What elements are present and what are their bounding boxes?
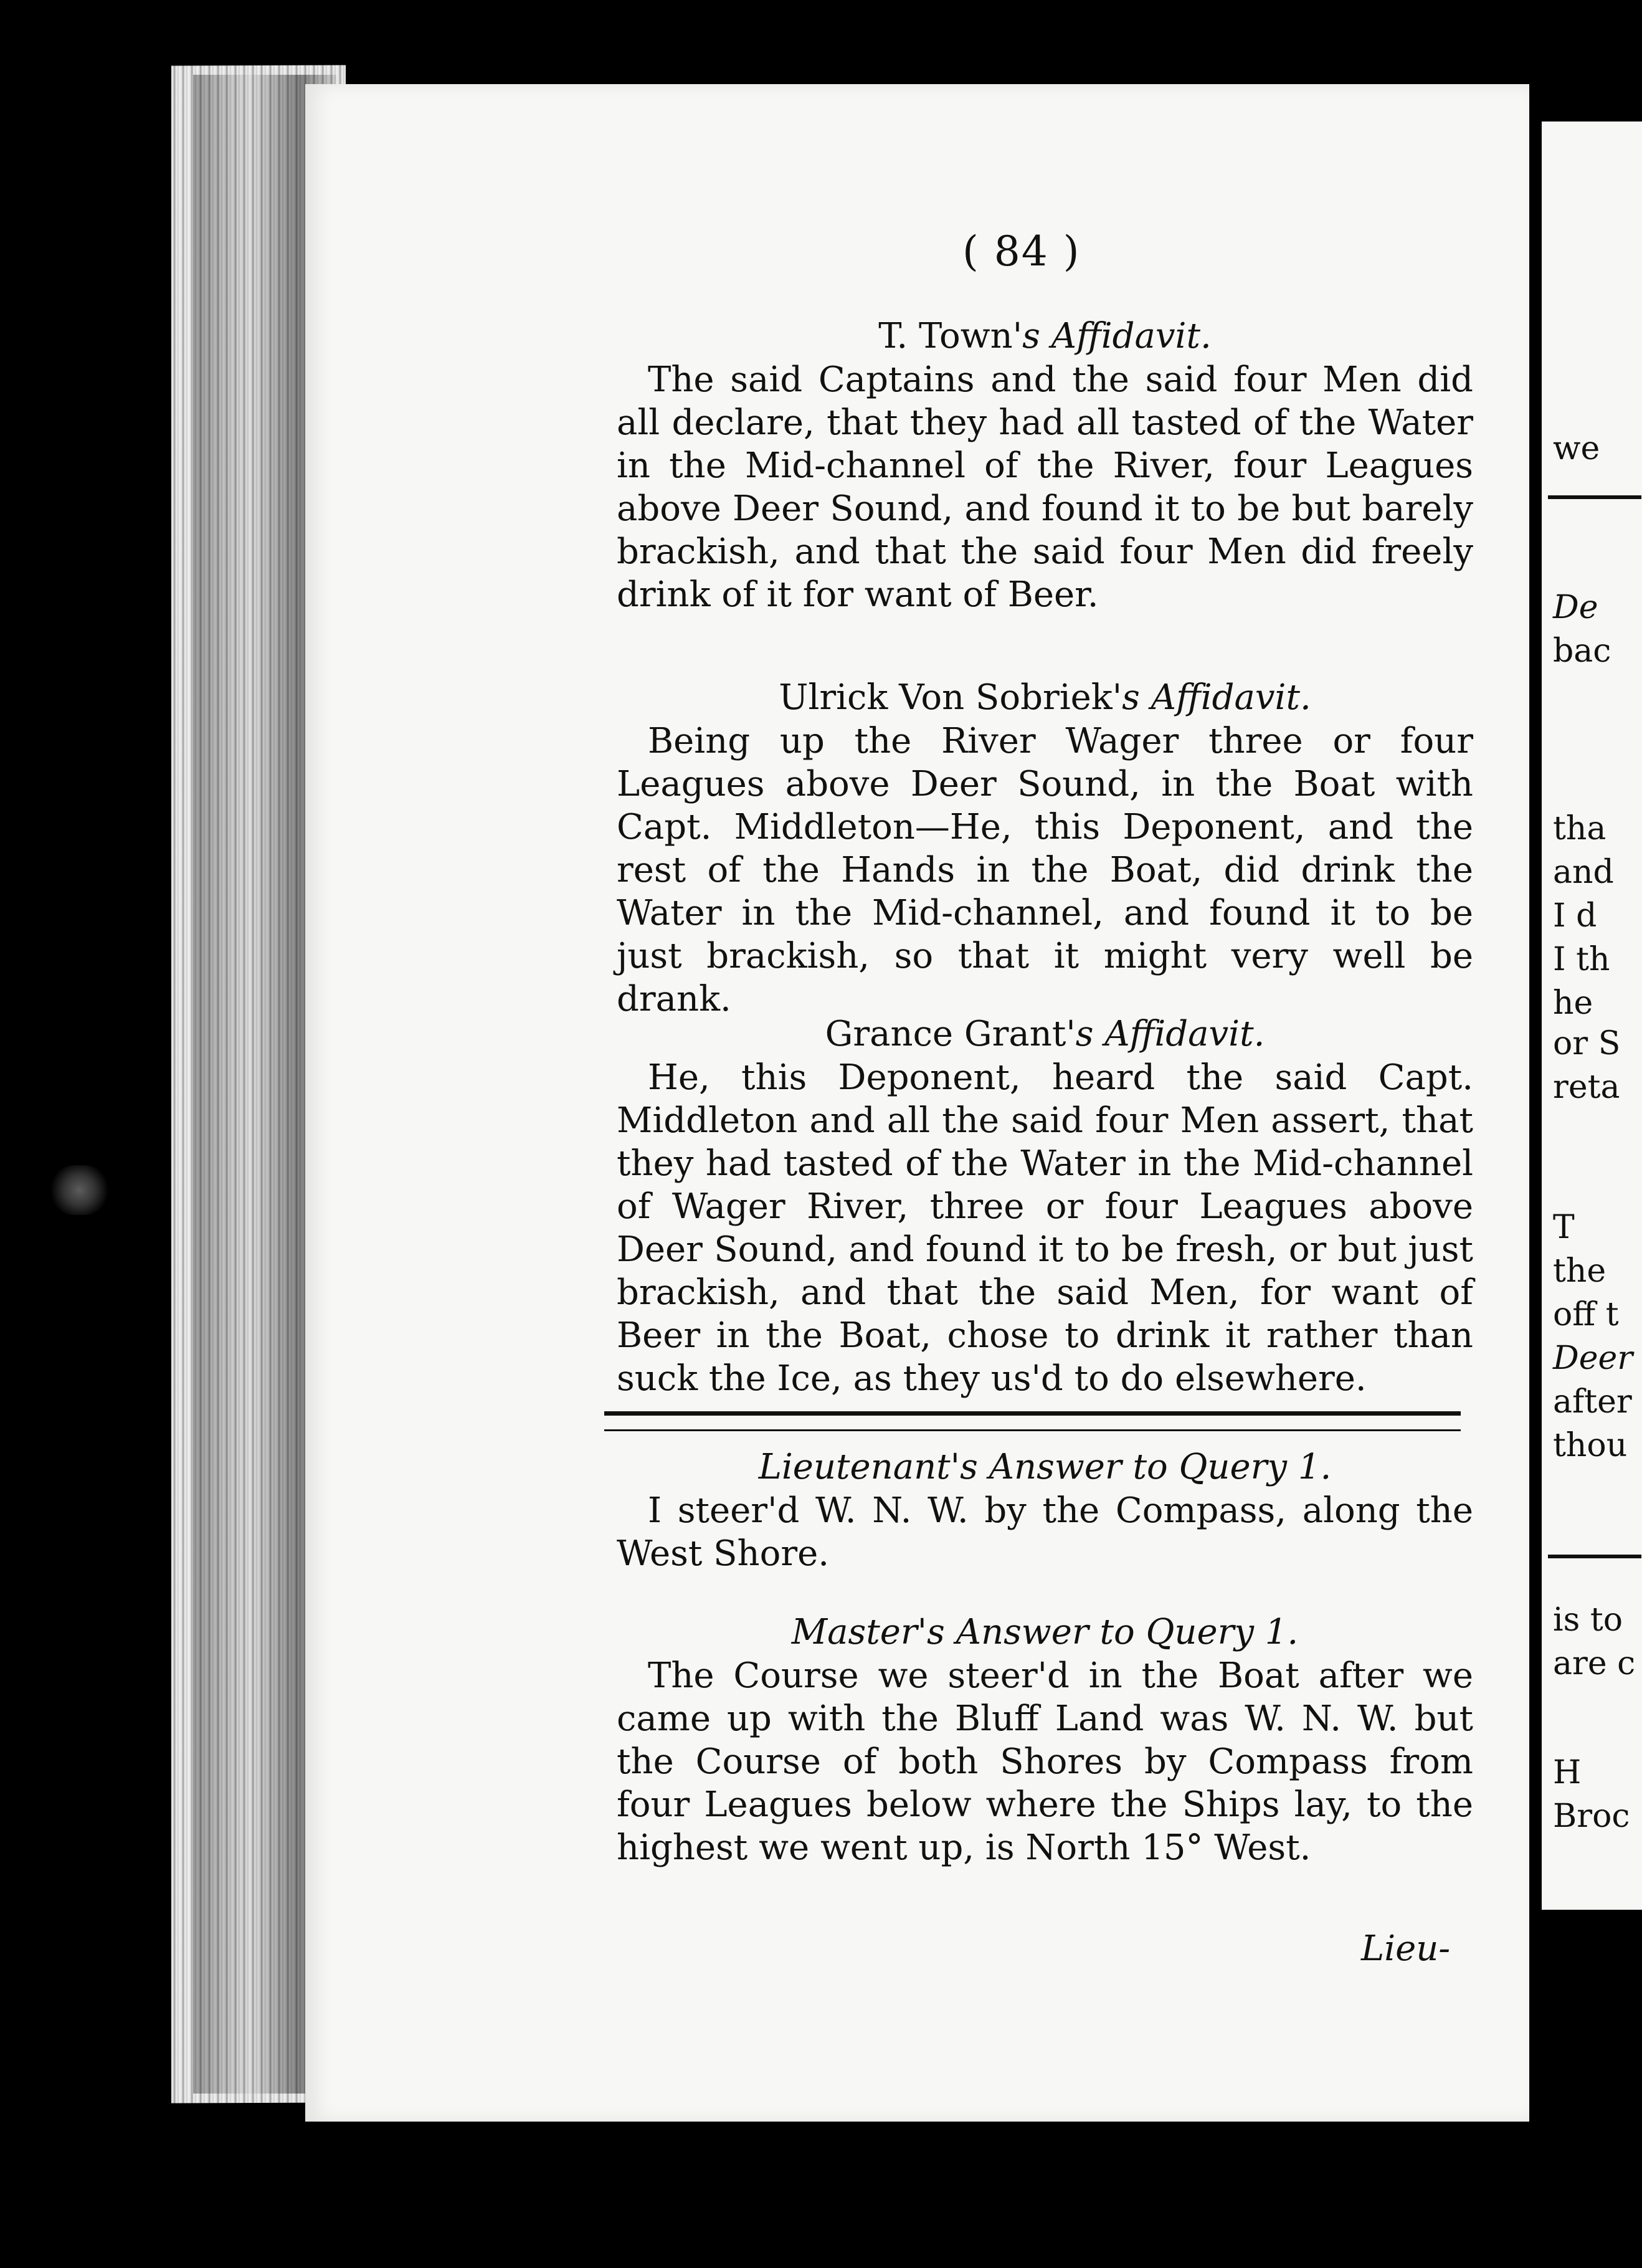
fragment-line: thou xyxy=(1553,1427,1628,1464)
fragment-line: T xyxy=(1553,1209,1575,1246)
fragment-line: I th xyxy=(1553,941,1610,978)
section-heading xyxy=(617,676,1473,720)
fragment-line: De xyxy=(1553,589,1598,626)
facing-page xyxy=(1542,122,1642,1910)
fragment-line: are c xyxy=(1553,1645,1636,1682)
heading-suffix: 's Affidavit. xyxy=(1066,1014,1265,1054)
heading-name: Ulrick Von Sobriek xyxy=(779,677,1113,718)
section-town xyxy=(617,315,1473,616)
section-body: I steer'd W. N. W. by the Compass, along the West Shore. xyxy=(617,1490,1473,1574)
section-heading xyxy=(617,315,1473,358)
section-body: Being up the River Wager three or four Leagues above Deer Sound, in the Boat with Capt. Middleton—He, this Deponent, and the rest of the Hands in the Boat, did drink the Water in the Mid-channel, and found it to be just brackish, so that it might very well be drank. xyxy=(617,721,1473,1019)
catchword: Lieu- xyxy=(1361,1928,1451,1969)
section-master-answer xyxy=(617,1611,1473,1869)
fragment-rule xyxy=(1548,495,1641,499)
fragment-line: Broc xyxy=(1553,1798,1630,1835)
heading-name: T. Town xyxy=(878,316,1013,356)
section-body: He, this Deponent, heard the said Capt. Middleton and all the said four Men assert, that they had tasted of the Water in the Mid-channel of Wager River, three or four Leagues above Deer Sound, and found it to be fresh, or but just brackish, and that the said Men, for want of Beer in the Boat, chose to drink it rather than suck the Ice, as they us'd to do elsewhere. xyxy=(617,1057,1473,1399)
section-heading: Master's Answer to Query 1. xyxy=(791,1612,1299,1652)
fragment-line: after xyxy=(1553,1383,1632,1421)
fragment-line: H xyxy=(1553,1754,1582,1791)
page-number: ( 84 ) xyxy=(962,227,1081,275)
section-grant xyxy=(617,1012,1473,1400)
heading-name: Grance Grant xyxy=(825,1014,1066,1054)
section-lieutenant-answer xyxy=(617,1446,1473,1575)
fragment-line: I d xyxy=(1553,897,1597,935)
double-rule xyxy=(604,1411,1461,1431)
fragment-line: he xyxy=(1553,984,1593,1022)
heading-suffix: 's Affidavit. xyxy=(1112,677,1311,718)
section-heading xyxy=(617,1012,1473,1056)
section-heading: Lieutenant's Answer to Query 1. xyxy=(758,1447,1332,1487)
fragment-line: is to xyxy=(1553,1601,1623,1639)
fragment-rule xyxy=(1548,1555,1641,1558)
fragment-line: the xyxy=(1553,1252,1606,1290)
heading-suffix: 's Affidavit. xyxy=(1012,316,1212,356)
fragment-line: and xyxy=(1553,854,1614,891)
section-body: The said Captains and the said four Men did all declare, that they had all tasted of the Water in the Mid-channel of the River, four Leagues above Deer Sound, and found it to be but barely brackish, and that the said four Men did freely drink of it for want of Beer. xyxy=(617,360,1473,615)
thumb-mark xyxy=(50,1165,109,1215)
fragment-line: or S xyxy=(1553,1025,1621,1062)
fragment-line: reta xyxy=(1553,1069,1620,1106)
fragment-line: bac xyxy=(1553,632,1611,670)
fragment-line: off t xyxy=(1553,1296,1619,1333)
section-sobriek xyxy=(617,676,1473,1021)
fragment-line: tha xyxy=(1553,810,1606,847)
fragment-line: we xyxy=(1553,430,1600,467)
section-body: The Course we steer'd in the Boat after we came up with the Bluff Land was W. N. W. but the Course of both Shores by Compass from four Leagues below where the Ships lay, to the highest we went up, is North 15° West. xyxy=(617,1656,1473,1868)
fragment-line: Deer xyxy=(1553,1340,1633,1377)
